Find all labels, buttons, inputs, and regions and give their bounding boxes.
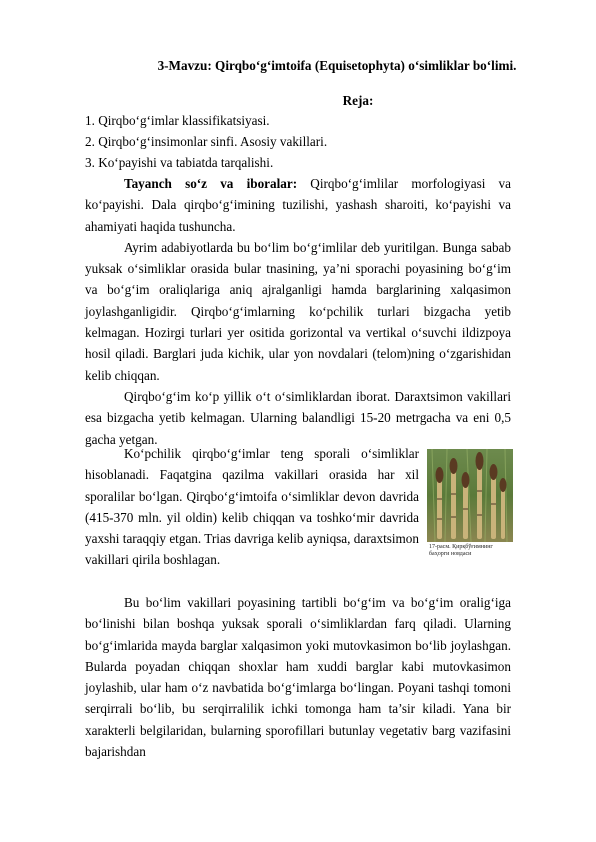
figure-caption: 17-расм. Қирқбўғимнинг баҳорги новдаси: [429, 544, 493, 557]
plan-item: 2. Qirqbo‘g‘insimonlar sinfi. Asosiy vakillari.: [85, 134, 328, 149]
plan-heading: Reja:: [342, 93, 374, 108]
text-block-top: [85, 173, 511, 450]
paragraph: Qirqbo‘g‘im ko‘p yillik o‘t o‘simliklardan iborat. Daraxtsimon vakillari esa bizgacha yetib kelmagan. Ularning balandligi 15-20 metrgacha va eni 0,5 gacha yetgan.: [85, 388, 511, 447]
text-beside-figure: [85, 443, 419, 571]
keywords-text: Qirqbo‘g‘imlilar morfologiyasi va ko‘payishi. Dala qirqbo‘g‘imining tuzilishi, yashash sharoiti, ko‘payishi va ahamiyati haqida tushuncha.: [85, 176, 511, 234]
plan-item: 1. Qirqbo‘g‘imlar klassifikatsiyasi.: [85, 113, 270, 128]
figure: [427, 449, 513, 558]
horsetail-photo: [427, 449, 513, 542]
plan-list: [85, 110, 327, 173]
paragraph: Ayrim adabiyotlarda bu bo‘lim bo‘g‘imlilar deb yuritilgan. Bunga sabab yuksak o‘simliklar orasida bular tnasining, ya’ni sporachi poyasining bo‘g‘im va bo‘g‘im oraliqlariga aniq ajralganligi hamda barglarining xalqasimon joylashganligidir. Qirqbo‘g‘imlarning ko‘pchilik turlari bizgacha yetib kelmagan. Hozirgi turlari yer ositida gorizontal va vertikal o‘suvchi ildizpoya hosil qiladi. Barglari juda kichik, ular yon novdalari (telom)ning o‘zgarishidan kelib chiqqan.: [85, 239, 511, 383]
paragraph: Ko‘pchilik qirqbo‘g‘imlar teng sporali o‘simliklar hisoblanadi. Faqatgina qazilma vakillari orasida har xil sporalilar bo‘lgan. Qirqbo‘g‘imtoifa o‘simliklar devon davrida (415-370 mln. yil oldin) kelib chiqqan va toshko‘mir davrida yaxshi taraqqiy etgan. Trias davriga kelib ayniqsa, daraxtsimon vakillari qirila boshlagan.: [85, 446, 419, 568]
paragraph: Bu bo‘lim vakillari poyasining tartibli bo‘g‘im va bo‘g‘im oralig‘iga bo‘linishi bilan boshqa yuksak sporali o‘simliklardan farq qiladi. Ularning bo‘g‘imlarida mayda barglar xalqasimon yoki mutovkasimon bo‘lib joylashgan. Bularda poyadan chiqqan shoxlar ham xuddi barglar kabi mutovkasimon joylashib, ular ham o‘z navbatida bo‘g‘imlarga bo‘lingan. Poyani tashqi tomoni serqirrali bo‘lib, bu serqirralilik ichki tomonga ham ta’sir kiladi. Yana bir xarakterli belgilaridan, bularning sporofillari butunlay vegetativ barg vazifasini bajarishdan: [85, 595, 511, 760]
plan-item: 3. Ko‘payishi va tabiatda tarqalishi.: [85, 155, 274, 170]
keywords-paragraph: [85, 173, 511, 237]
page-title: 3-Mavzu: Qirqbo‘g‘imtoifa (Equisetophyta) o‘simliklar bo‘limi.: [157, 58, 517, 73]
text-block-bottom: [85, 592, 511, 762]
keywords-label: Tayanch so‘z va iboralar:: [124, 176, 298, 191]
